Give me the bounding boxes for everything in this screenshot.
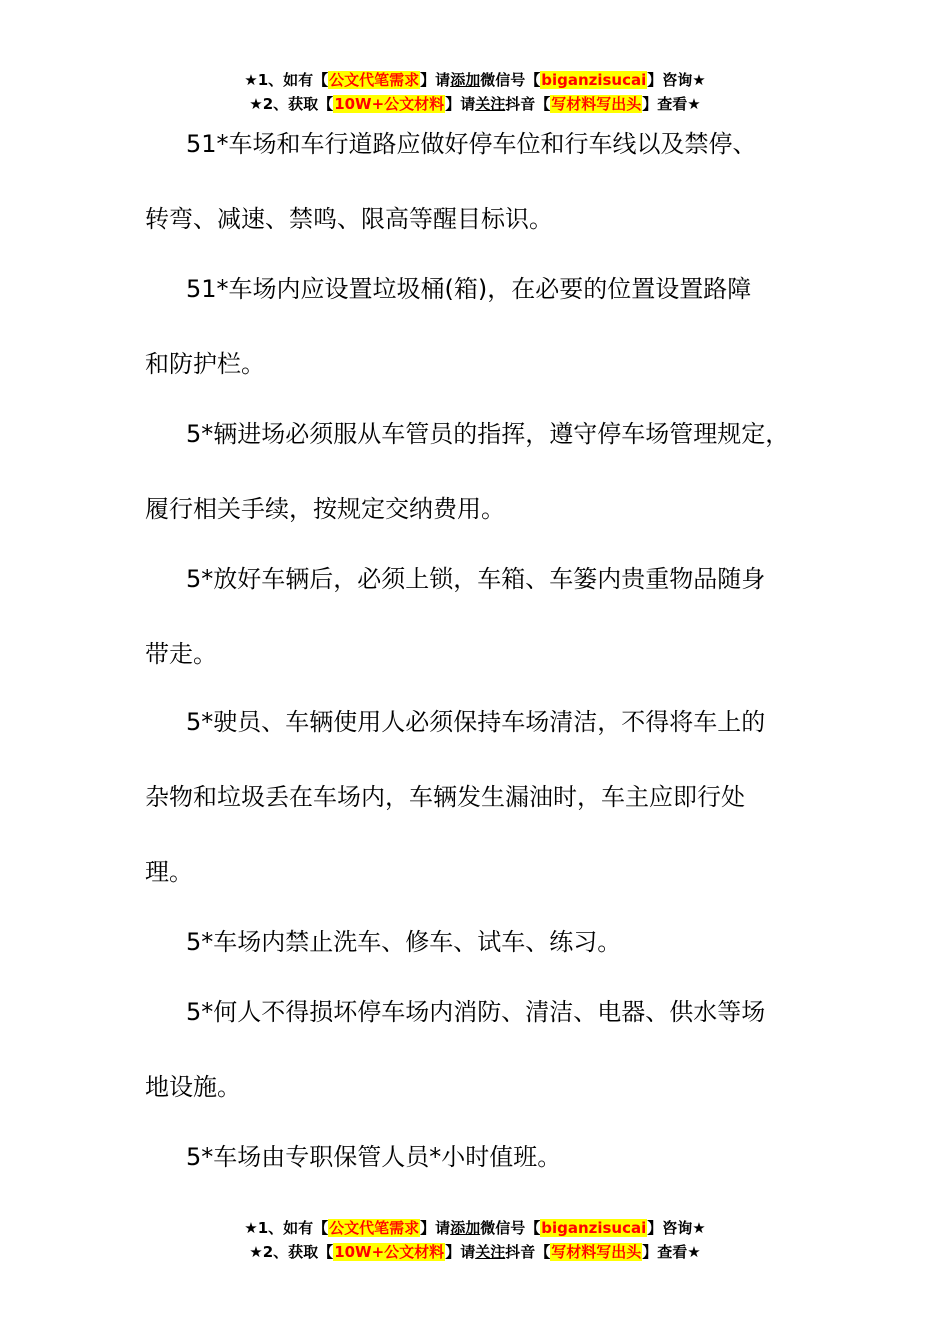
banner-highlight: biganzisucai — [541, 71, 647, 89]
body-line: 带走。 — [145, 640, 217, 668]
banner-highlight: 公文代笔需求 — [329, 71, 420, 89]
banner-text: 】请 — [445, 1243, 476, 1261]
banner-text: ★1、如有【 — [244, 71, 329, 89]
banner-text: 】请 — [420, 1219, 451, 1237]
body-line: 51*车场和车行道路应做好停车位和行车线以及禁停、 — [186, 130, 757, 158]
banner-underline: 关注 — [475, 1243, 506, 1261]
banner-text: 微信号【 — [480, 1219, 541, 1237]
footer-banner — [0, 1216, 950, 1264]
body-line: 理。 — [145, 858, 193, 886]
banner-highlight: 写材料写出头 — [551, 1243, 642, 1261]
banner-text: ★2、获取【 — [249, 95, 334, 113]
body-line: 5*车场由专职保管人员*小时值班。 — [186, 1143, 562, 1171]
body-line: 履行相关手续，按规定交纳费用。 — [145, 495, 505, 523]
banner-highlight: 写材料写出头 — [551, 95, 642, 113]
banner-text: 】查看★ — [642, 1243, 701, 1261]
banner-text: ★1、如有【 — [244, 1219, 329, 1237]
banner-text: 抖音【 — [505, 95, 551, 113]
banner-highlight: 10W+公文材料 — [334, 1243, 445, 1261]
body-line: 杂物和垃圾丢在车场内，车辆发生漏油时，车主应即行处 — [145, 783, 745, 811]
banner-text: 抖音【 — [505, 1243, 551, 1261]
banner-highlight: 10W+公文材料 — [334, 95, 445, 113]
body-line: 转弯、减速、禁鸣、限高等醒目标识。 — [145, 205, 553, 233]
banner-text: 】查看★ — [642, 95, 701, 113]
banner-highlight: 公文代笔需求 — [329, 1219, 420, 1237]
banner-text: 】请 — [420, 71, 451, 89]
banner-text: 微信号【 — [480, 71, 541, 89]
banner-underline: 添加 — [450, 71, 481, 89]
banner-line-2 — [0, 92, 950, 116]
body-line: 5*何人不得损坏停车场内消防、清洁、电器、供水等场 — [186, 998, 766, 1026]
header-banner — [0, 68, 950, 116]
body-line: 5*车场内禁止洗车、修车、试车、练习。 — [186, 928, 622, 956]
body-line: 5*辆进场必须服从车管员的指挥，遵守停车场管理规定， — [186, 420, 790, 448]
body-line: 5*放好车辆后，必须上锁，车箱、车篓内贵重物品随身 — [186, 565, 766, 593]
banner-text: 】咨询★ — [647, 71, 706, 89]
banner-line-1 — [0, 1216, 950, 1240]
banner-highlight: biganzisucai — [541, 1219, 647, 1237]
body-line: 51*车场内应设置垃圾桶(箱)，在必要的位置设置路障 — [186, 275, 752, 303]
banner-text: 】请 — [445, 95, 476, 113]
banner-line-1 — [0, 68, 950, 92]
banner-underline: 添加 — [450, 1219, 481, 1237]
body-line: 5*驶员、车辆使用人必须保持车场清洁，不得将车上的 — [186, 708, 766, 736]
banner-line-2 — [0, 1240, 950, 1264]
banner-underline: 关注 — [475, 95, 506, 113]
body-line: 地设施。 — [145, 1073, 241, 1101]
body-line: 和防护栏。 — [145, 350, 265, 378]
banner-text: 】咨询★ — [647, 1219, 706, 1237]
banner-text: ★2、获取【 — [249, 1243, 334, 1261]
